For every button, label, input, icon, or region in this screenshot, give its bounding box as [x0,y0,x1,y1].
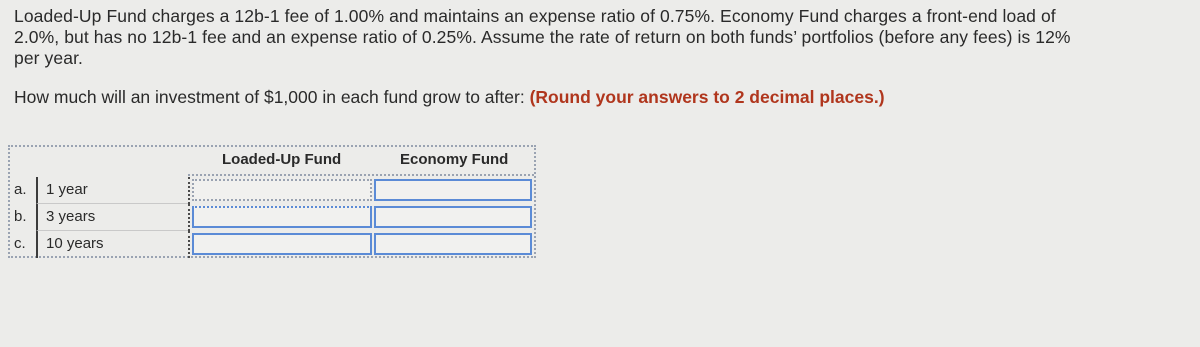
rounding-instruction: (Round your answers to 2 decimal places.) [529,87,885,107]
column-header-loaded-up-fund: Loaded-Up Fund [222,151,342,168]
column-header-economy-fund: Economy Fund [400,151,509,168]
row-label: 3 years [36,204,188,231]
row-label: 1 year [36,177,188,204]
table-header-row [10,147,534,177]
problem-paragraph [14,6,1184,69]
loaded-up-1-year-input[interactable] [192,179,372,201]
header-divider [188,174,534,176]
problem-line-2: 2.0%, but has no 12b-1 fee and an expense ratio of 0.25%. Assume the rate of return on both funds’ portfolios (before any fees) is 12% [14,27,1071,47]
answer-table [8,145,536,258]
loaded-up-10-years-input[interactable] [192,233,372,255]
loaded-up-3-years-input[interactable] [192,206,372,228]
table-row [10,204,534,231]
table-row [10,231,534,258]
problem-statement [14,6,1184,108]
row-letter: a. [14,181,27,198]
problem-line-3: per year. [14,48,83,68]
row-label: 10 years [36,231,188,258]
problem-line-1: Loaded-Up Fund charges a 12b-1 fee of 1.00% and maintains an expense ratio of 0.75%. Economy Fund charges a front-end load of [14,6,1056,26]
row-letter: b. [14,208,27,225]
row-letter: c. [14,235,26,252]
economy-10-years-input[interactable] [374,233,532,255]
table-row [10,177,534,204]
economy-3-years-input[interactable] [374,206,532,228]
question-prompt [14,87,1184,108]
economy-1-year-input[interactable] [374,179,532,201]
question-text: How much will an investment of $1,000 in each fund grow to after: [14,87,530,107]
